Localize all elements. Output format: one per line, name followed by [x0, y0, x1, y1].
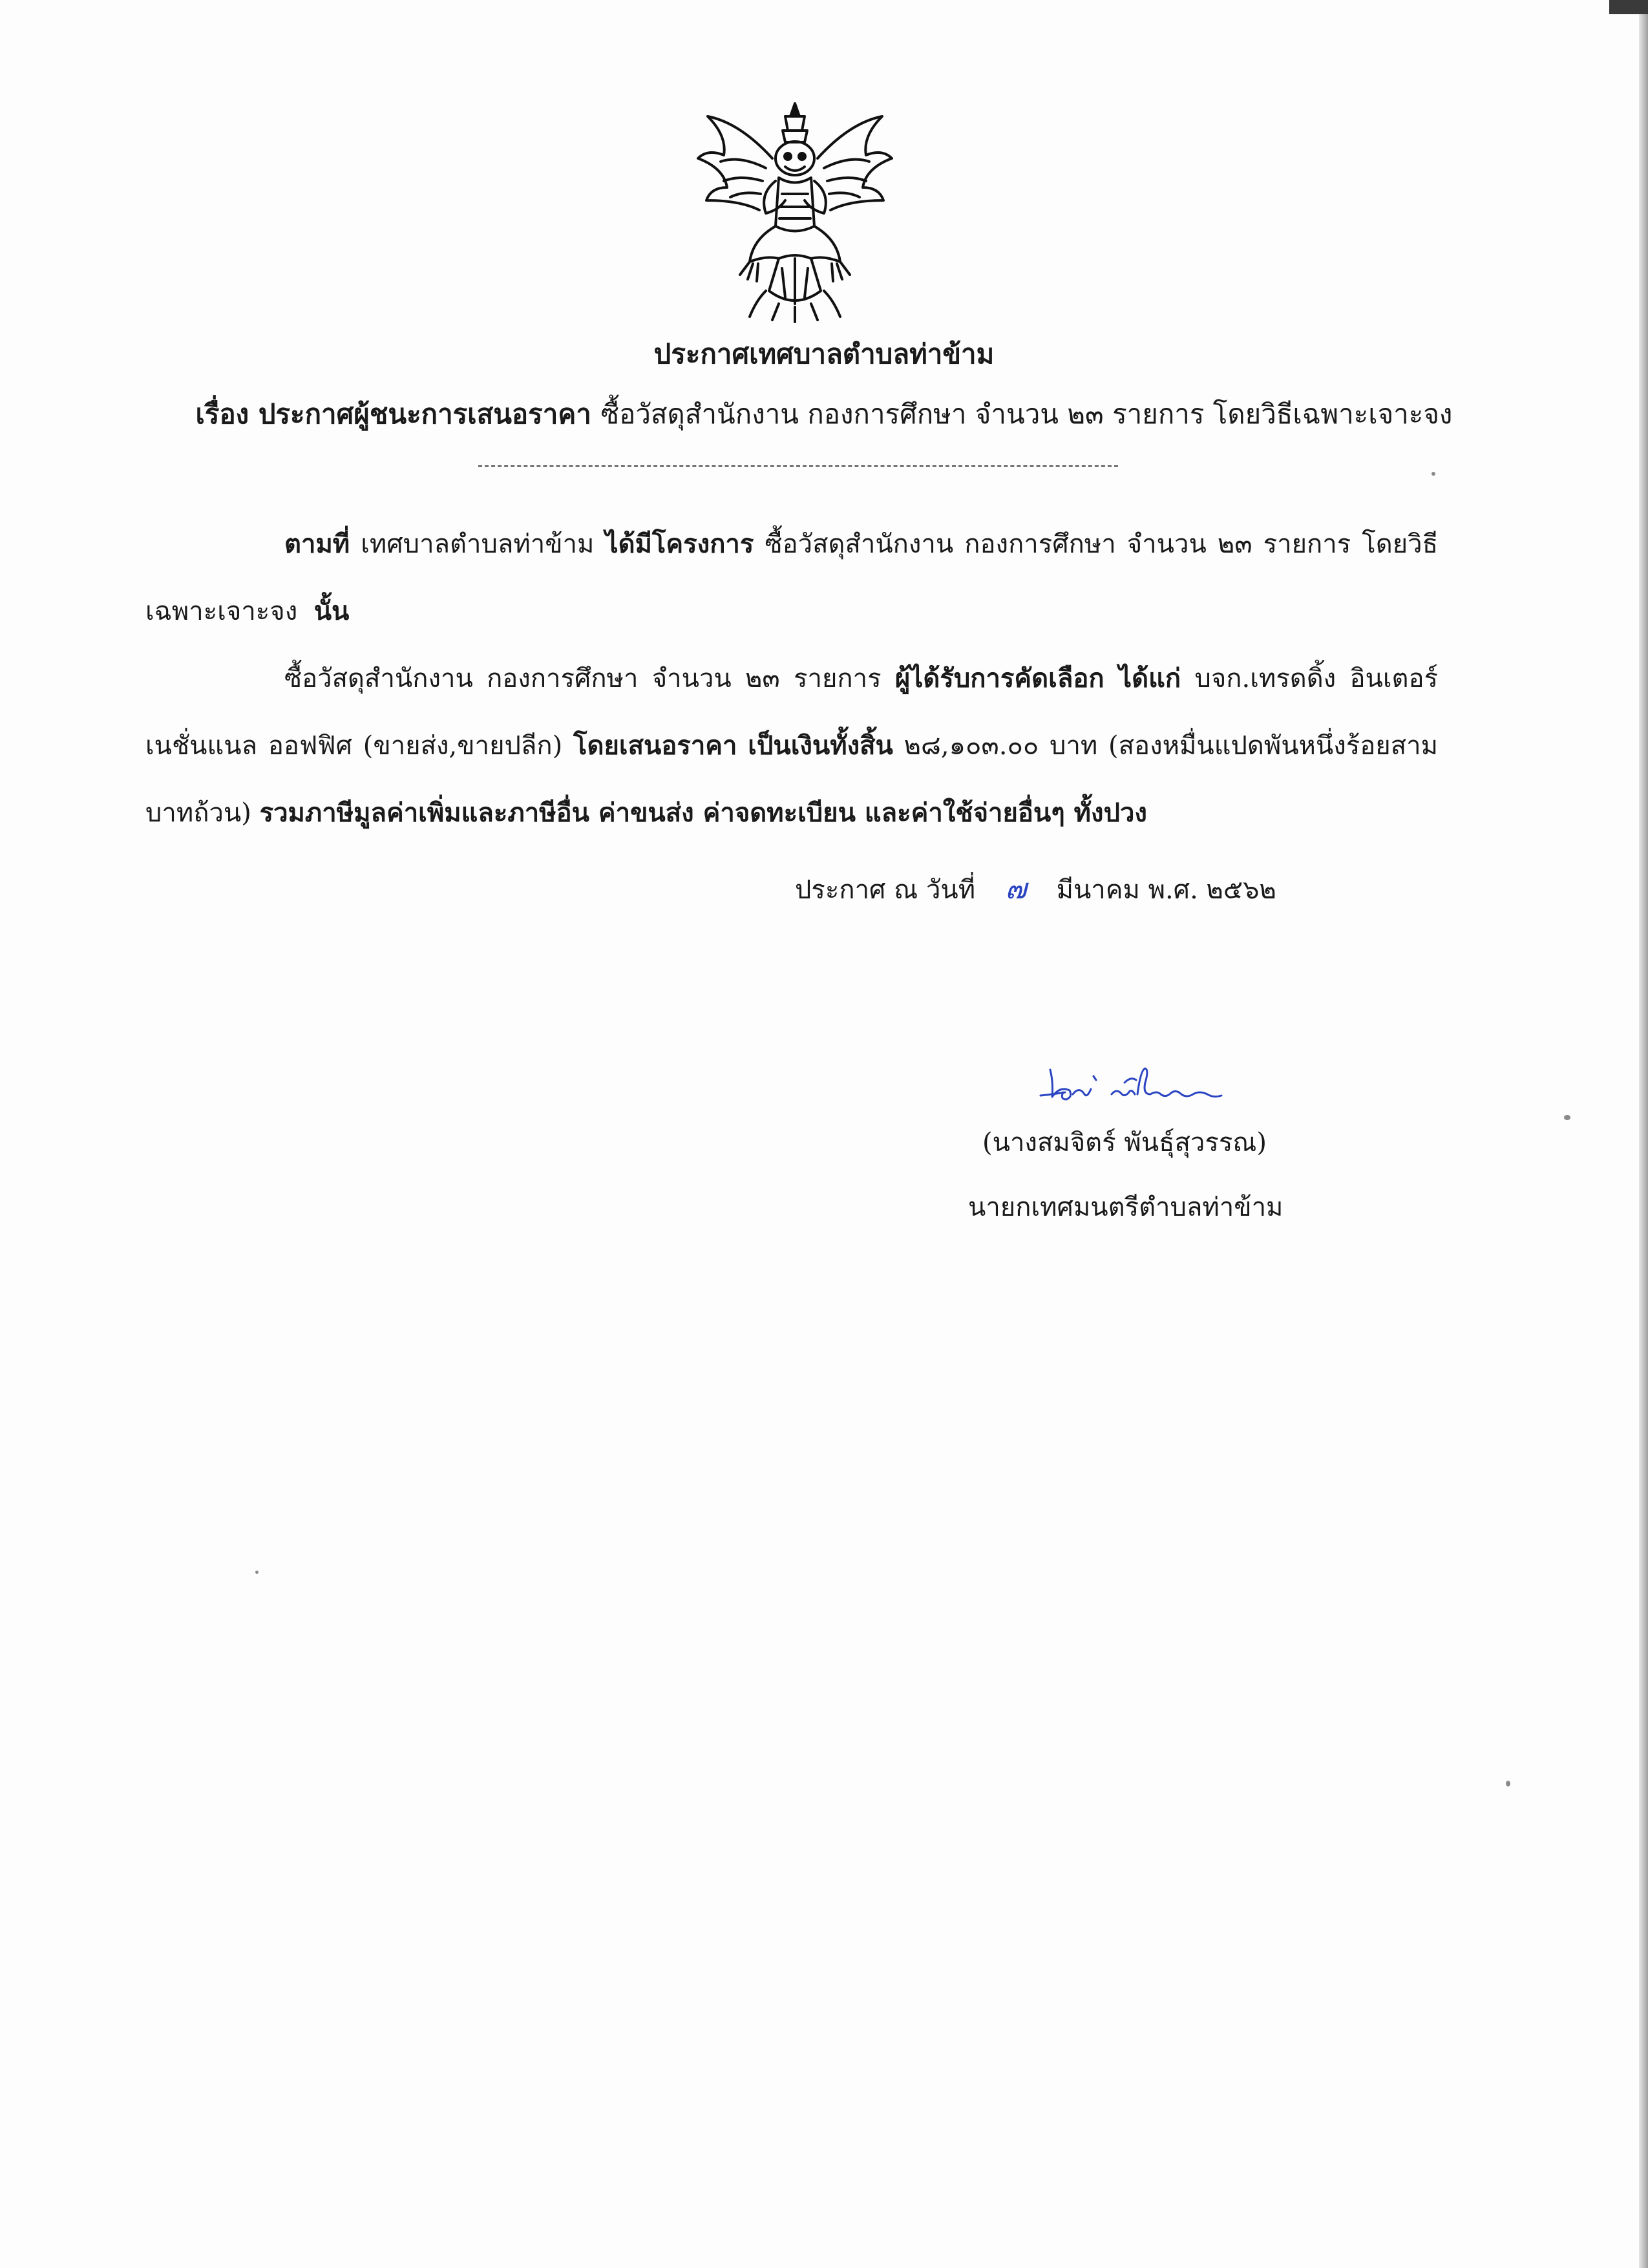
subject-prefix: เรื่อง ประกาศผู้ชนะการเสนอราคา	[195, 398, 591, 430]
purchase-item: ซื้อวัสดุสำนักงาน กองการศึกษา จำนวน ๒๓ รายการ	[284, 664, 882, 694]
date-month-year: มีนาคม พ.ศ. ๒๕๖๒	[1056, 875, 1276, 905]
subject-text: ซื้อวัสดุสำนักงาน กองการศึกษา จำนวน ๒๓ รายการ โดยวิธีเฉพาะเจาะจง	[600, 398, 1453, 430]
document-title: ประกาศเทศบาลตำบลท่าข้าม	[653, 338, 995, 370]
paragraph-2	[145, 645, 1438, 847]
vendor-name: บจก.เทรดดิ้ง อินเตอร์เนชั่นแนล ออฟฟิศ (ขายส่ง,ขายปลีก)	[145, 664, 1439, 761]
inclusive-note: รวมภาษีมูลค่าเพิ่มและภาษีอื่น ค่าขนส่ง ค่าจดทะเบียน และค่าใช้จ่ายอื่นๆ ทั้งปวง	[259, 798, 1147, 828]
scan-speck	[1506, 1781, 1510, 1786]
project-name: ซื้อวัสดุสำนักงาน กองการศึกษา จำนวน ๒๓ รายการ โดยวิธีเฉพาะเจาะจง	[145, 529, 1439, 626]
total-amount: ๒๘,๑๐๓.๐๐ บาท (สองหมื่นแปดพันหนึ่งร้อยสามบาทถ้วน)	[145, 731, 1438, 828]
divider	[478, 465, 1118, 467]
has-project-label: ได้มีโครงการ	[605, 529, 754, 559]
signer-title: นายกเทศมนตรีตำบลท่าข้าม	[968, 1192, 1284, 1222]
scan-speck	[1564, 1115, 1570, 1120]
agency-name: เทศบาลตำบลท่าข้าม	[361, 529, 595, 559]
selected-label: ผู้ได้รับการคัดเลือก ได้แก่	[894, 663, 1181, 694]
signer-name: (นางสมจิตร์ พันธุ์สุวรรณ)	[982, 1128, 1267, 1158]
date-day: ๗	[1005, 873, 1027, 906]
lead-word: ตามที่	[284, 529, 350, 559]
handwritten-signature-icon	[1034, 1057, 1228, 1115]
garuda-emblem-icon	[688, 97, 902, 323]
date-prefix: ประกาศ ณ วันที่	[795, 875, 976, 905]
offer-label: โดยเสนอราคา	[573, 730, 737, 761]
document-subject	[0, 393, 1648, 436]
document-body	[145, 511, 1438, 847]
paragraph-1	[145, 511, 1438, 645]
scan-speck	[255, 1571, 259, 1574]
total-label: เป็นเงินทั้งสิ้น	[748, 730, 893, 761]
scan-edge-corner	[1609, 0, 1648, 14]
scan-speck	[1431, 472, 1435, 476]
paragraph-ending: นั้น	[313, 596, 350, 626]
announcement-date	[795, 866, 1276, 911]
